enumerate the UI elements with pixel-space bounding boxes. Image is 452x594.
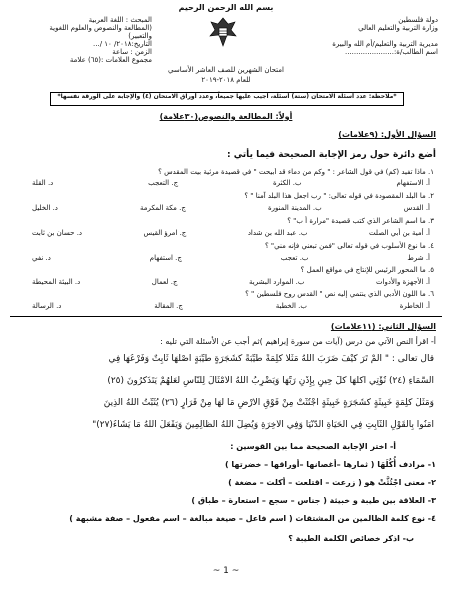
question-two-instruction: أ- اقرأ النص الآتي من درس (آيات من سورة إبراهيم )ثم أجب عن الأسئلة التي تليه : bbox=[160, 337, 436, 346]
mcq-4-options bbox=[32, 254, 430, 262]
mcq-5-options bbox=[32, 278, 430, 286]
exam-date: التاريخ:٢٠١٨/ ١٠ /... bbox=[93, 40, 152, 48]
subquestion-item: ٣- العلاقة بين طيبة و خبيثة ( جناس – سجع – استعارة – طباق ) bbox=[191, 496, 436, 505]
subquestion-item: ٤- نوع كلمة الظالمين من المشتقات ( اسم فاعل – صيغة مبالغة – اسم مفعول – صفة مشبهة ) bbox=[69, 514, 436, 523]
header-right bbox=[332, 16, 438, 56]
mcq-6-options bbox=[32, 302, 430, 310]
mcq-3-question: ٣. ما اسم الشاعر الذي كتب قصيدة "مرارة أ ب" ؟ bbox=[287, 217, 434, 225]
mcq-option[interactable]: ب. الموارد البشرية bbox=[249, 278, 305, 286]
verse-line: آمَنُوا بِالْقَوْلِ الثَّابِتِ فِي الْحَيَاةِ الدُّنْيَا وَفِي الْآخِرَةِ وَيُضِلُّ اللَّهُ الظَّالِمِينَ وَيَفْعَلُ اللَّهُ مَا يَشَاءُ(٢٧)" bbox=[92, 420, 434, 430]
mcq-option[interactable]: ب. الكثرة bbox=[272, 179, 302, 187]
header-directorate: مديرية التربية والتعليم/أم الله والبيرة bbox=[332, 40, 438, 48]
header-left bbox=[10, 16, 152, 64]
subject-detail: (المطالعة والنصوص والعلوم اللغوية bbox=[49, 24, 152, 32]
header-spacer bbox=[332, 32, 438, 40]
mcq-option[interactable]: د. الرسالة bbox=[32, 302, 62, 310]
subquestion-a: أ- اختر الإجابة الصحيحة مما بين القوسين : bbox=[230, 442, 396, 451]
header-country: دولة فلسطين bbox=[398, 16, 438, 24]
verse-line: وَمَثَلُ كَلِمَةٍ خَبِيثَةٍ كَشَجَرَةٍ خَبِيثَةٍ اجْتُثَّتْ مِنْ فَوْقِ الْأَرْضِ مَا لَهَا مِنْ قَرَارٍ (٢٦) يُثَبِّتُ اللَّهُ الَّذِينَ bbox=[103, 398, 434, 408]
total-marks: مجموع العلامات :(٦٥) علامة bbox=[69, 56, 152, 64]
mcq-option[interactable]: ب. الخطبة bbox=[275, 302, 307, 310]
mcq-1-question: ١. ماذا تفيد (كم) في قول الشاعر : " وكم من دماء قد أبيحت " في قصيدة مرثية بيت المقدس ؟ bbox=[158, 168, 434, 176]
mcq-option[interactable]: ب. المدينة المنورة bbox=[267, 204, 322, 212]
mcq-option[interactable]: ج. المقالة bbox=[154, 302, 183, 310]
verse-line: السَّمَاءِ (٢٤) تُؤْتِي أُكُلَهَا كُلَّ حِينٍ بِإِذْنِ رَبِّهَا وَيَضْرِبُ اللَّهُ الْأَمْثَالَ لِلنَّاسِ لَعَلَّهُمْ يَتَذَكَّرُونَ (٢٥) bbox=[107, 376, 434, 386]
page-number: ~ 1 ~ bbox=[212, 566, 240, 576]
mcq-6-question: ٦. ما اللون الأدبي الذي ينتمي إليه نص " القدس روح فلسطين " ؟ bbox=[245, 290, 434, 298]
part-one-title: أولاً: المطالعة والنصوص(٣٠علامة) bbox=[159, 112, 293, 121]
question-two-title: السؤال الثاني: (١١علامات) bbox=[330, 322, 436, 331]
mcq-4-question: ٤. ما نوع الأسلوب في قوله تعالى "فمن تبعني فإنه مني" ؟ bbox=[264, 242, 434, 250]
mcq-option[interactable]: د. الخليل bbox=[32, 204, 58, 212]
question-one-instruction: أضع دائرة حول رمز الإجابة الصحيحة فيما يأتي : bbox=[226, 150, 436, 160]
mcq-option[interactable]: أ. القدس bbox=[403, 204, 430, 212]
mcq-option[interactable]: ج. مكة المكرمة bbox=[139, 204, 186, 212]
mcq-5-question: ٥. ما المحور الرئيس للإنتاج في مواقع العمل ؟ bbox=[300, 266, 434, 274]
mcq-option[interactable]: د. القلة bbox=[32, 179, 54, 187]
section-divider bbox=[10, 316, 442, 317]
mcq-option[interactable]: أ. الخاطرة bbox=[399, 302, 430, 310]
exam-notice: *ملاحظة: عدد أسئلة الامتحان (ستة) أسئلة، أجيب عليها جميعاً، وعدد أوراق الامتحان (٤) والإجابة على الورقة نفسها* bbox=[50, 92, 404, 106]
mcq-1-options bbox=[32, 179, 430, 187]
mcq-option[interactable]: ب. عبد الله بن شداد bbox=[247, 229, 308, 237]
exam-title: امتحان الشهرين للصف العاشر الأساسي bbox=[168, 66, 284, 74]
mcq-option[interactable]: ج. لعمال bbox=[151, 278, 178, 286]
mcq-option[interactable]: ج. امرؤ القيس bbox=[143, 229, 187, 237]
exam-year: للعام ٢٠١٨-٢٠١٩ bbox=[201, 76, 251, 84]
exam-duration: الزمن : ساعة bbox=[112, 48, 152, 56]
mcq-option[interactable]: أ. الأجهزة والأدوات bbox=[376, 278, 430, 286]
mcq-option[interactable]: ج. التعجب bbox=[148, 179, 179, 187]
mcq-option[interactable]: د. نفي bbox=[32, 254, 51, 262]
header-student-name: اسم الطالب/ة:...................... bbox=[345, 48, 438, 56]
palestine-eagle-emblem-icon bbox=[205, 14, 241, 50]
subquestion-item: ٢- معنى اجْتُثَّتْ هو ( زرعت – اقتلعت – أكلت – مضغة ) bbox=[228, 478, 436, 487]
mcq-2-question: ٢. ما البلد المقصودة في قوله تعالى: " رب اجعل هذا البلد آمنا " ؟ bbox=[244, 192, 434, 200]
mcq-option[interactable]: د. البيئة المحيطة bbox=[32, 278, 81, 286]
mcq-option[interactable]: ب. تعجب bbox=[280, 254, 309, 262]
mcq-option[interactable]: أ. أمية بن أبي الصلت bbox=[369, 229, 430, 237]
header-ministry: وزارة التربية والتعليم العالي bbox=[358, 24, 438, 32]
mcq-option[interactable]: أ. الاستفهام bbox=[396, 179, 430, 187]
mcq-option[interactable]: ج. استفهام bbox=[149, 254, 182, 262]
question-one-title: السؤال الأول: (٩علامات) bbox=[338, 130, 436, 139]
mcq-option[interactable]: د. حسان بن ثابت bbox=[32, 229, 83, 237]
subject-detail-2: والتعبير) bbox=[128, 32, 152, 40]
subject: المبحث : اللغة العربية bbox=[88, 16, 152, 24]
mcq-2-options bbox=[32, 204, 430, 212]
basmala: بسم الله الرحمن الرحيم bbox=[178, 3, 274, 12]
verse-line: قال تعالى : " أَلَمْ تَرَ كَيْفَ ضَرَبَ اللَّهُ مَثَلًا كَلِمَةً طَيِّبَةً كَشَجَرَةٍ طَيِّبَةٍ أَصْلُهَا ثَابِتٌ وَفَرْعُهَا فِي bbox=[108, 354, 434, 364]
subquestion-b: ب- اذكر خصائص الكلمة الطيبة ؟ bbox=[288, 534, 414, 543]
mcq-option[interactable]: أ. شرط bbox=[407, 254, 430, 262]
subquestion-item: ١- مرادف أُكُلَهَا ( ثمارها –أغصانها –أوراقها – خضرتها ) bbox=[224, 460, 436, 469]
mcq-3-options bbox=[32, 229, 430, 237]
